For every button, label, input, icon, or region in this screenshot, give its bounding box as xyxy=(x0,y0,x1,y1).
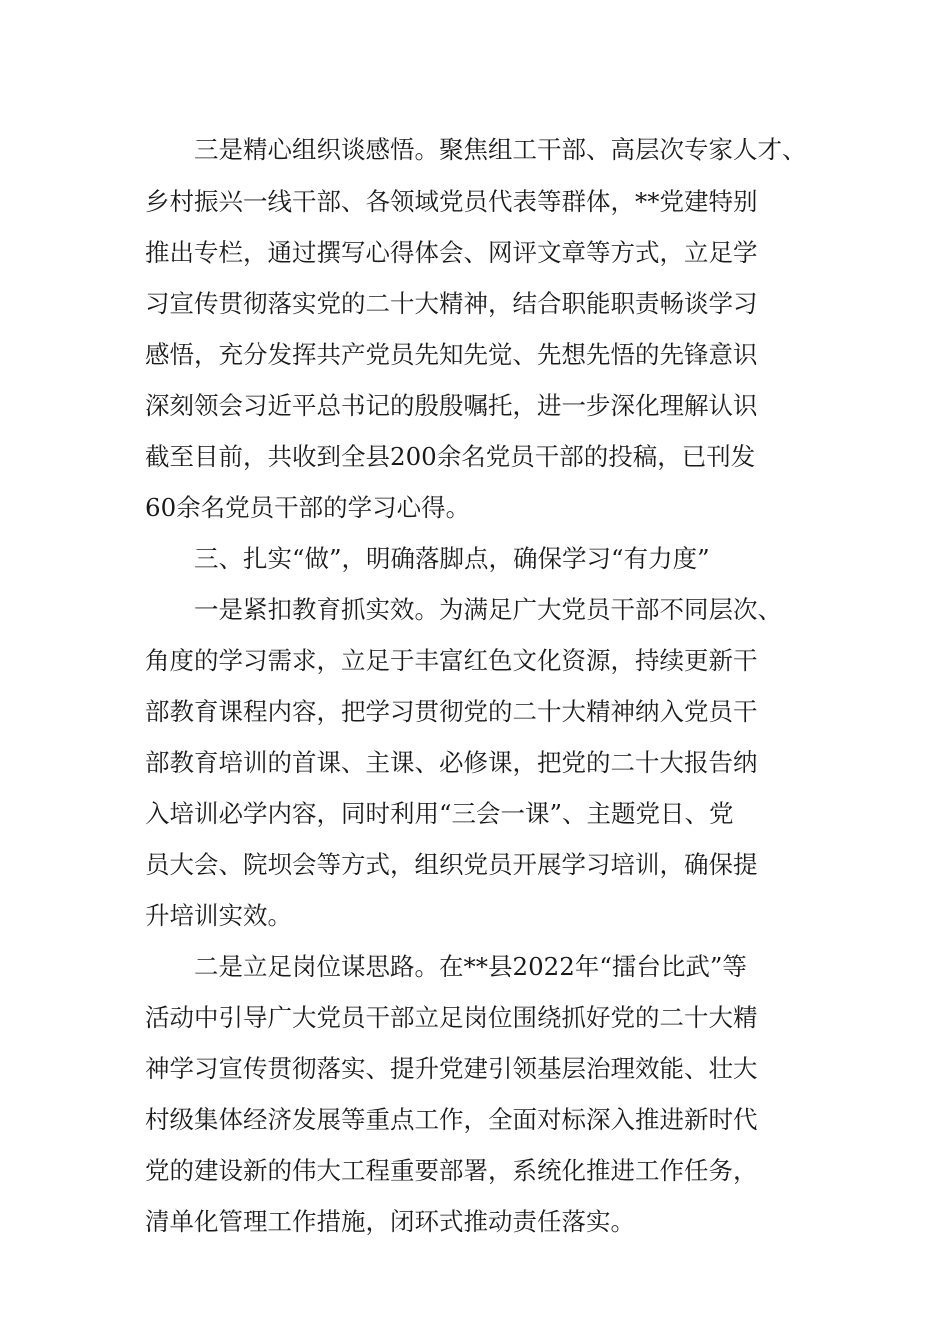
text-line: 部教育培训的首课、主课、必修课，把党的二十大报告纳 xyxy=(145,748,758,777)
text-line: 员大会、院坝会等方式，组织党员开展学习培训，确保提 xyxy=(145,850,758,879)
text-line: 清单化管理工作措施，闭环式推动责任落实。 xyxy=(145,1207,635,1236)
text-line: 二是立足岗位谋思路。在**县2022年“擂台比武”等 xyxy=(145,952,747,981)
text-line: 角度的学习需求，立足于丰富红色文化资源，持续更新干 xyxy=(145,646,758,675)
text-line: 部教育课程内容，把学习贯彻党的二十大精神纳入党员干 xyxy=(145,697,758,726)
text-line: 三是精心组织谈感悟。聚焦组工干部、高层次专家人才、 xyxy=(145,135,807,164)
text-line: 村级集体经济发展等重点工作，全面对标深入推进新时代 xyxy=(145,1105,758,1134)
text-line: 升培训实效。 xyxy=(145,901,292,930)
text-line: 入培训必学内容，同时利用“三会一课”、主题党日、党 xyxy=(145,799,734,828)
text-line: 截至目前，共收到全县200余名党员干部的投稿，已刊发 xyxy=(145,442,756,471)
text-line: 活动中引导广大党员干部立足岗位围绕抓好党的二十大精 xyxy=(145,1003,758,1032)
text-line: 深刻领会习近平总书记的殷殷嘱托，进一步深化理解认识 xyxy=(145,391,758,420)
text-line: 习宣传贯彻落实党的二十大精神，结合职能职责畅谈学习 xyxy=(145,289,758,318)
text-line: 感悟，充分发挥共产党员先知先觉、先想先悟的先锋意识 xyxy=(145,340,758,369)
text-line: 神学习宣传贯彻落实、提升党建引领基层治理效能、壮大 xyxy=(145,1054,758,1083)
text-line: 60余名党员干部的学习心得。 xyxy=(145,493,471,522)
section-heading: 三、扎实“做”，明确落脚点，确保学习“有力度” xyxy=(145,544,710,573)
text-line: 一是紧扣教育抓实效。为满足广大党员干部不同层次、 xyxy=(145,595,782,624)
text-line: 乡村振兴一线干部、各领域党员代表等群体，**党建特别 xyxy=(145,187,758,216)
text-line: 党的建设新的伟大工程重要部署，系统化推进工作任务， xyxy=(145,1156,758,1185)
text-line: 推出专栏，通过撰写心得体会、网评文章等方式，立足学 xyxy=(145,238,758,267)
